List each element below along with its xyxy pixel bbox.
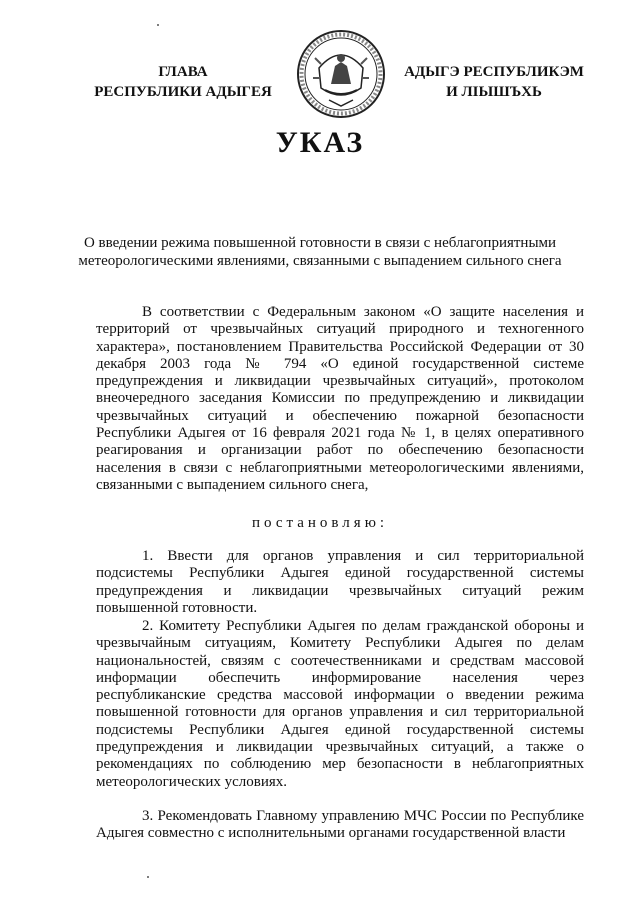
- item-2-paragraph: 2. Комитету Республики Адыгея по делам гражданской обороны и чрезвычайным ситуациям, Комитету Республики Адыгея по делам национальностей, связям с соотечественниками и средствам массовой информации обеспечить информирование населения через республиканские средства массовой информации о введении режима повышенной готовности для органов управления и сил территориальной подсистемы Республики Адыгея единой государственной системы предупреждения и ликвидации чрезвычайных ситуаций, а также о рекомендациях по соблюдению мер безопасности в неблагоприятных метеорологических условиях.: [96, 618, 584, 790]
- header-left: [88, 62, 278, 102]
- header-right: [392, 62, 596, 102]
- header-right-line-1: АДЫГЭ РЕСПУБЛИКЭМ: [404, 64, 584, 80]
- scan-speck: [157, 24, 159, 26]
- item-1-paragraph: 1. Ввести для органов управления и сил территориальной подсистемы Республики Адыгея единой государственной системы предупреждения и ликвидации чрезвычайных ситуаций режим повышенной готовности.: [96, 548, 584, 616]
- preamble-paragraph: В соответствии с Федеральным законом «О защите населения и территорий от чрезвычайных ситуаций природного и техногенного характера», постановлением Правительства Российской Федерации от 30 декабря 2003 года № 794 «О единой государственной системе предупреждения и ликвидации чрезвычайных ситуаций», протоколом внеочередного заседания Комиссии по предупреждению и ликвидации чрезвычайных ситуаций и обеспечению пожарной безопасности Республики Адыгея от 16 февраля 2021 года № 1, в целях оперативного реагирования и организации работ по обеспечению безопасности населения в связи с неблагоприятными метеорологическими явлениями, связанными с выпадением сильного снега,: [96, 304, 584, 493]
- scan-speck: [147, 876, 149, 878]
- decree-word: постановляю:: [251, 515, 389, 531]
- header-right-line-2: И ЛІЫШЪХЬ: [446, 84, 542, 100]
- header-left-line-1: ГЛАВА: [158, 64, 208, 80]
- document-title: УКАЗ: [275, 126, 365, 159]
- item-3-paragraph: 3. Рекомендовать Главному управлению МЧС России по Республике Адыгея совместно с исполнительными органами государственной власти: [96, 808, 584, 842]
- header-left-line-2: РЕСПУБЛИКИ АДЫГЕЯ: [94, 84, 272, 100]
- coat-of-arms-icon: [295, 28, 387, 120]
- document-subject: О введении режима повышенной готовности в связи с неблагоприятными метеорологическими явлениями, связанными с выпадением сильного снега: [78, 235, 562, 269]
